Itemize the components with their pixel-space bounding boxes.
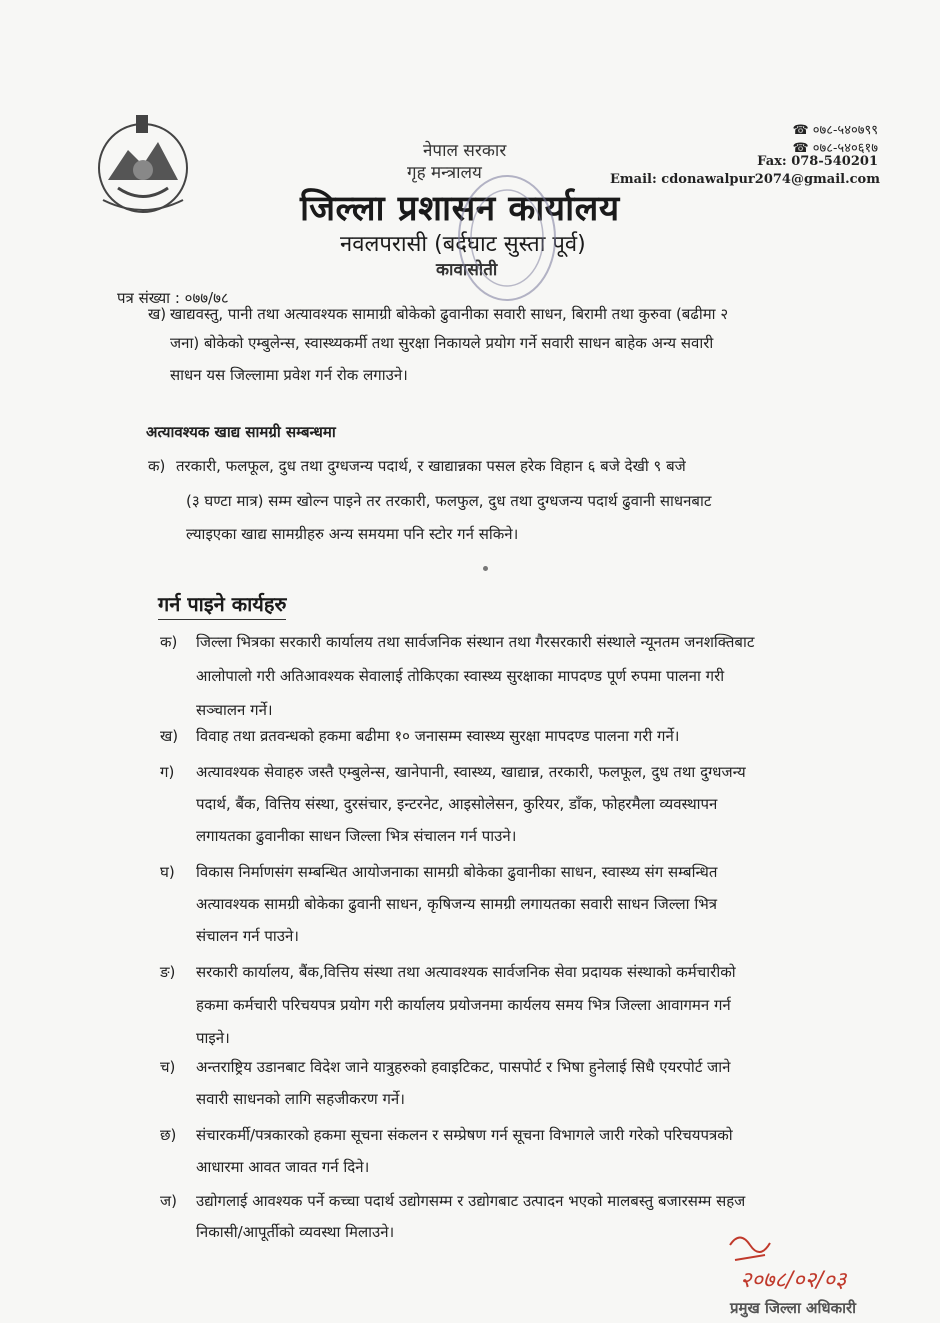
item-marker: क) (148, 457, 166, 475)
paragraph-line: सवारी साधनको लागि सहजीकरण गर्ने। (196, 1090, 405, 1108)
paragraph-line: अत्यावश्यक सेवाहरु जस्तै एम्बुलेन्स, खानेपानी, स्वास्थ्य, खाद्यान्न, तरकारी, फलफूल, दुध तथा दुग्धजन्य (196, 763, 746, 781)
paragraph-line: निकासी/आपूर्तीको व्यवस्था मिलाउने। (196, 1223, 395, 1241)
district-name: नवलपरासी (बर्दघाट सुस्ता पूर्व) (340, 232, 586, 257)
item-marker: ख) (148, 305, 167, 323)
government-name: नेपाल सरकार (423, 141, 507, 161)
reference-number: पत्र संख्या : ०७७/७८ (117, 289, 229, 307)
paragraph-line: जना) बोकेको एम्बुलेन्स, स्वास्थ्यकर्मी तथा सुरक्षा निकायले प्रयोग गर्ने सवारी साधन बाहेक अन्य सवारी (170, 334, 714, 352)
item-marker: ज) (160, 1192, 177, 1210)
allowed-heading: गर्न पाइने कार्यहरु (158, 590, 286, 620)
paragraph-line: पाइने। (196, 1029, 230, 1047)
paragraph-line: आधारमा आवत जावत गर्न दिने। (196, 1158, 370, 1176)
svg-text:प्रमुख जिल्ला अधिकारी: प्रमुख जिल्ला अधिकारी (730, 1299, 857, 1317)
item-marker: छ) (160, 1126, 177, 1144)
paragraph-line: अत्यावश्यक सामग्री बोकेका ढुवानी साधन, कृषिजन्य सामग्री लगायतका सवारी साधन जिल्ला भित्र (196, 895, 718, 913)
paragraph-line: लगायतका ढुवानीका साधन जिल्ला भित्र संचालन गर्न पाउने। (196, 827, 517, 845)
paragraph-line: आलोपालो गरी अतिआवश्यक सेवालाई तोकिएका स्वास्थ्य सुरक्षाका मापदण्ड पूर्ण रुपमा पालना गरी (196, 667, 725, 685)
phone-2: ☎ ०७८-५४०६१७ (792, 141, 878, 156)
paragraph-line: सरकारी कार्यालय, बैंक,वित्तिय संस्था तथा अत्यावश्यक सार्वजनिक सेवा प्रदायक संस्थाको कर्मचारीको (196, 963, 736, 981)
paragraph-line: अन्तराष्ट्रिय उडानबाट विदेश जाने यात्रुहरुको हवाइटिकट, पासपोर्ट र भिषा हुनेलाई सिधै एयरपोर्ट जाने (196, 1058, 731, 1076)
paragraph-line: हकमा कर्मचारी परिचयपत्र प्रयोग गरी कार्यालय प्रयोजनमा कार्यलय समय भित्र जिल्ला आवागमन गर्न (196, 996, 731, 1014)
paragraph-line: तरकारी, फलफूल, दुध तथा दुग्धजन्य पदार्थ, र खाद्यान्नका पसल हरेक विहान ६ बजे देखी ९ बजे (176, 457, 686, 475)
item-marker: च) (160, 1058, 176, 1076)
paragraph-line: विकास निर्माणसंग सम्बन्धित आयोजनाका सामग्री बोकेका ढुवानीका साधन, स्वास्थ्य संग सम्बन्धित (196, 863, 718, 881)
svg-text:२०७८/०२/०३: २०७८/०२/०३ (740, 1268, 847, 1293)
paragraph-line: पदार्थ, बैंक, वित्तिय संस्था, दुरसंचार, इन्टरनेट, आइसोलेसन, कुरियर, डाँक, फोहरमैला व्यवस्थापन (196, 795, 718, 813)
paragraph-line: उद्योगलाई आवश्यक पर्ने कच्चा पदार्थ उद्योगसम्म र उद्योगबाट उत्पादन भएको मालबस्तु बजारसम्म सहज (196, 1192, 746, 1210)
handwritten-signature (720, 1225, 920, 1320)
ministry-name: गृह मन्त्रालय (407, 163, 482, 183)
office-stamp (452, 168, 562, 308)
paragraph-line: खाद्यवस्तु, पानी तथा अत्यावश्यक सामाग्री बोकेको ढुवानीका सवारी साधन, बिरामी तथा कुरुवा (बढीमा २ (170, 305, 729, 323)
item-marker: क) (160, 633, 178, 651)
speck (483, 566, 488, 571)
nepal-emblem-icon (88, 110, 198, 220)
item-marker: घ) (160, 863, 175, 881)
paragraph-line: संचालन गर्न पाउने। (196, 927, 299, 945)
paragraph-line: सञ्चालन गर्ने। (196, 701, 273, 719)
paragraph-line: संचारकर्मी/पत्रकारको हकमा सूचना संकलन र सम्प्रेषण गर्न सूचना विभागले जारी गरेको परिचयपत्रको (196, 1126, 733, 1144)
office-title: जिल्ला प्रशासन कार्यालय (300, 189, 620, 229)
phone-1: ☎ ०७८-५४०७९९ (792, 123, 878, 138)
email-address: Email: cdonawalpur2074@gmail.com (610, 172, 880, 187)
paragraph-line: (३ घण्टा मात्र) सम्म खोल्न पाइने तर तरकारी, फलफुल, दुध तथा दुग्धजन्य पदार्थ ढुवानी साधनबाट (186, 492, 712, 510)
paragraph-line: जिल्ला भित्रका सरकारी कार्यालय तथा सार्वजनिक संस्थान तथा गैरसरकारी संस्थाले न्यूनतम जनशक्तिबाट (196, 633, 755, 651)
item-marker: ङ) (160, 963, 176, 981)
section-heading: अत्यावश्यक खाद्य सामग्री सम्बन्धमा (146, 423, 336, 441)
item-marker: ग) (160, 763, 175, 781)
paragraph-line: साधन यस जिल्लामा प्रवेश गर्न रोक लगाउने। (170, 366, 408, 384)
item-marker: ख) (160, 727, 179, 745)
paragraph-line: ल्याइएका खाद्य सामग्रीहरु अन्य समयमा पनि स्टोर गर्न सकिने। (186, 525, 519, 543)
fax-number: Fax: 078-540201 (757, 154, 878, 169)
paragraph-line: विवाह तथा व्रतवन्धको हकमा बढीमा १० जनासम्म स्वास्थ्य सुरक्षा मापदण्ड पालना गरी गर्ने। (196, 727, 680, 745)
city-name: कावासोती (436, 260, 498, 280)
